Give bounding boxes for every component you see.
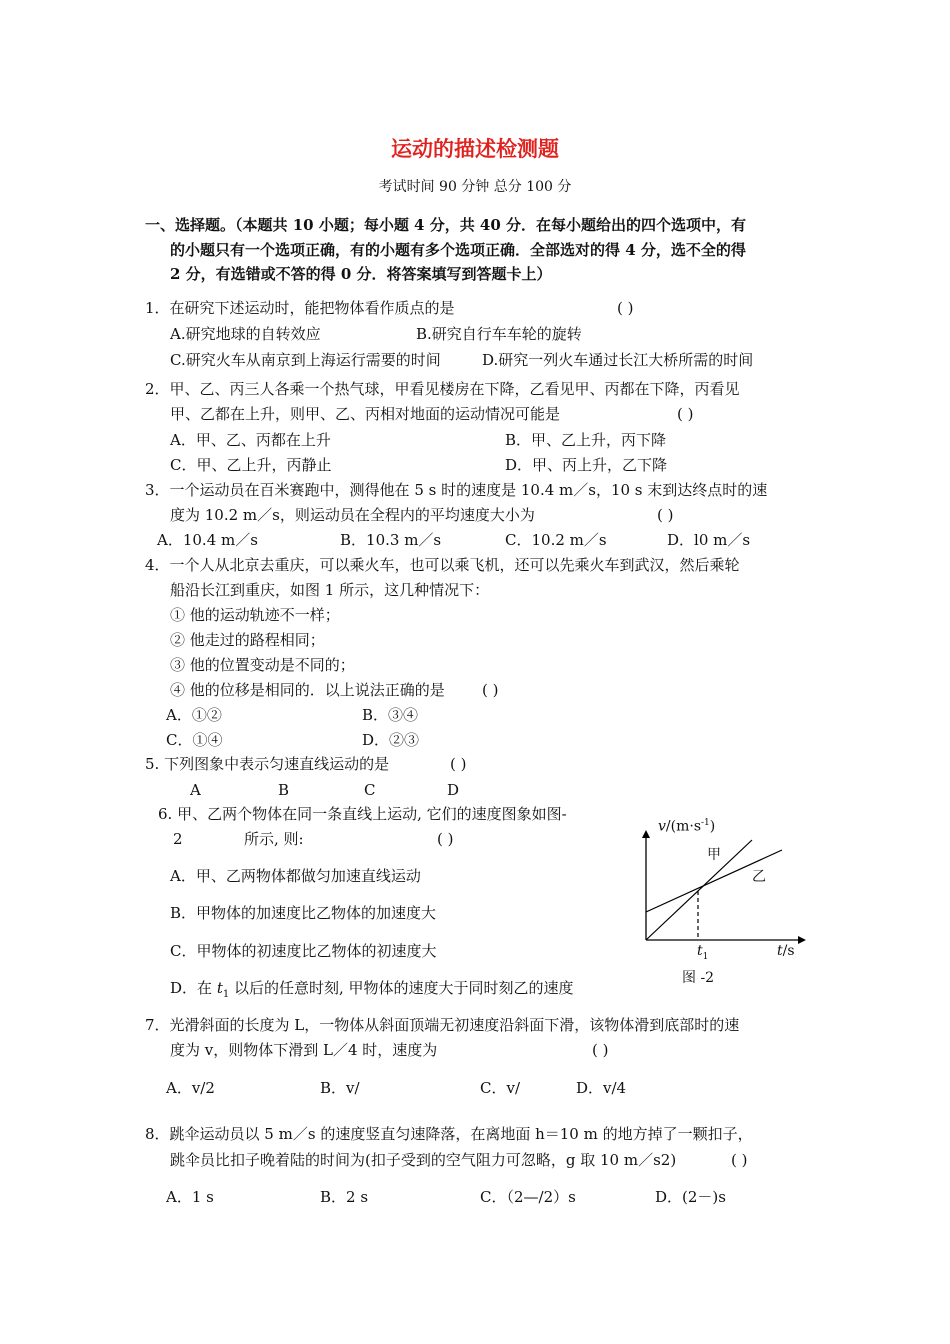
- section-header-line-1: 一、选择题。（本题共 10 小题；每小题 4 分，共 40 分．在每小题给出的四个选项中，有: [145, 216, 747, 234]
- q2-option-c: C．甲、乙上升，丙静止: [170, 456, 332, 474]
- q6-line-2-text: 所示, 则:: [244, 830, 304, 848]
- q6-answer-paren: ( ): [437, 830, 454, 848]
- label-t1-t: t: [697, 943, 703, 959]
- q6-line-1: 6. 甲、乙两个物体在同一条直线上运动, 它们的速度图象如图-: [158, 805, 567, 823]
- q7-line-2: 度为 v，则物体下滑到 L／4 时，速度为: [170, 1041, 438, 1059]
- q5-option-d: D: [447, 781, 460, 799]
- q4-statement-3: ③ 他的位置变动是不同的；: [170, 656, 355, 674]
- q7-option-a: A．v/2: [166, 1079, 215, 1097]
- q4-option-c: C．①④: [166, 731, 223, 749]
- q3-option-d: D．l0 m／s: [667, 531, 751, 549]
- x-axis-label: [777, 943, 795, 959]
- y-axis-arrow: [642, 830, 650, 838]
- q3-option-c: C．10.2 m／s: [505, 531, 607, 549]
- y-axis-label-unit: /(m·s: [665, 818, 702, 835]
- q4-statement-2: ② 他走过的路程相同；: [170, 631, 325, 649]
- q8-option-b: B．2 s: [320, 1188, 369, 1206]
- q6-option-d-prefix: D．在: [170, 979, 213, 997]
- q1-answer-paren: ( ): [617, 299, 634, 317]
- section-header-line-3: 2 分，有选错或不答的得 0 分．将答案填写到答题卡上）: [170, 265, 552, 283]
- y-axis-label-v: v: [658, 818, 666, 835]
- q7-option-c: C．v/: [480, 1079, 521, 1097]
- q2-answer-paren: ( ): [677, 405, 694, 423]
- q2-option-b: B．甲、乙上升，丙下降: [505, 431, 667, 449]
- q5-stem: 5. 下列图象中表示匀速直线运动的是: [145, 755, 390, 773]
- q1-option-c: C.研究火车从南京到上海运行需要的时间: [170, 351, 441, 369]
- q8-option-a: A．1 s: [166, 1188, 214, 1206]
- page-title: 运动的描述检测题: [391, 136, 559, 161]
- q7-answer-paren: ( ): [592, 1041, 609, 1059]
- q5-option-c: C: [364, 781, 376, 799]
- q6-option-c: C．甲物体的初速度比乙物体的初速度大: [170, 942, 437, 960]
- q6-option-b: B．甲物体的加速度比乙物体的加速度大: [170, 904, 437, 922]
- q8-answer-paren: ( ): [731, 1151, 748, 1169]
- q4-answer-paren: ( ): [482, 681, 499, 699]
- y-axis-label: [658, 818, 715, 835]
- q5-answer-paren: ( ): [450, 755, 467, 773]
- q6-option-d: [170, 978, 574, 1005]
- q7-option-d: D．v/4: [576, 1079, 627, 1097]
- q5-option-a: A: [190, 781, 201, 799]
- q4-line-1: 4．一个人从北京去重庆，可以乘火车，也可以乘飞机，还可以先乘火车到武汉，然后乘轮: [145, 556, 740, 574]
- line-jia: [646, 840, 752, 940]
- x-axis-label-unit: /s: [782, 943, 795, 959]
- q4-statement-4: ④ 他的位移是相同的．以上说法正确的是: [170, 681, 445, 699]
- label-yi: 乙: [752, 869, 766, 885]
- q1-option-a: A.研究地球的自转效应: [170, 325, 321, 343]
- q2-option-d: D．甲、丙上升，乙下降: [505, 456, 668, 474]
- x-axis-arrow: [798, 936, 806, 944]
- q3-answer-paren: ( ): [657, 506, 674, 524]
- q4-option-a: A．①②: [166, 706, 222, 724]
- section-header-line-2: 的小题只有一个选项正确，有的小题有多个选项正确．全部选对的得 4 分，选不全的得: [170, 241, 746, 259]
- q3-line-1: 3．一个运动员在百米赛跑中，测得他在 5 s 时的速度是 10.4 m／s，10 s 末到达终点时的速: [145, 481, 768, 499]
- q3-option-b: B．10.3 m／s: [340, 531, 442, 549]
- x-axis-label-t: t: [777, 943, 783, 959]
- q4-statement-1: ① 他的运动轨迹不一样；: [170, 606, 340, 624]
- q6-line-2-number: 2: [173, 830, 183, 848]
- label-t1-sub: 1: [702, 951, 709, 962]
- q4-option-d: D．②③: [362, 731, 420, 749]
- q1-stem: 1．在研究下述运动时，能把物体看作质点的是: [145, 299, 455, 317]
- q8-option-c: C．（2—/2）s: [480, 1188, 576, 1206]
- q4-line-2: 船沿长江到重庆，如图 1 所示，这几种情况下：: [170, 581, 490, 599]
- q2-line-2: 甲、乙都在上升，则甲、乙、丙相对地面的运动情况可能是: [170, 405, 561, 423]
- q5-option-b: B: [278, 781, 290, 799]
- y-axis-label-close: ): [709, 818, 716, 835]
- q2-line-1: 2．甲、乙、丙三人各乘一个热气球，甲看见楼房在下降，乙看见甲、丙都在下降，丙看见: [145, 380, 740, 398]
- q3-line-2: 度为 10.2 m／s，则运动员在全程内的平均速度大小为: [170, 506, 535, 524]
- q8-line-1: 8．跳伞运动员以 5 m／s 的速度竖直匀速降落，在离地面 h＝10 m 的地方掉了一颗扣子，: [145, 1125, 753, 1143]
- label-t1: [697, 943, 708, 962]
- q8-option-d: D．(2－)s: [655, 1188, 726, 1206]
- q6-option-d-suffix: 以后的任意时刻, 甲物体的速度大于同时刻乙的速度: [234, 979, 574, 997]
- figure-caption: 图 -2: [682, 970, 715, 986]
- y-axis-label-exp: -1: [701, 818, 710, 828]
- label-jia: 甲: [707, 847, 721, 863]
- q1-option-d: D.研究一列火车通过长江大桥所需的时间: [482, 351, 754, 369]
- q4-option-b: B．③④: [362, 706, 419, 724]
- q6-option-d-sub: 1: [222, 989, 230, 1000]
- vt-graph-svg: [640, 812, 810, 992]
- q6-option-a: A．甲、乙两物体都做匀加速直线运动: [170, 867, 421, 885]
- q2-option-a: A．甲、乙、丙都在上升: [170, 431, 331, 449]
- q1-option-b: B.研究自行车车轮的旋转: [416, 325, 582, 343]
- exam-info: 考试时间 90 分钟 总分 100 分: [378, 179, 572, 195]
- q3-option-a: A．10.4 m／s: [157, 531, 258, 549]
- q6-option-d-t: t: [216, 979, 223, 997]
- velocity-time-graph: [640, 812, 810, 992]
- q8-line-2: 跳伞员比扣子晚着陆的时间为(扣子受到的空气阻力可忽略，g 取 10 m／s2): [170, 1151, 677, 1169]
- q7-line-1: 7．光滑斜面的长度为 L，一物体从斜面顶端无初速度沿斜面下滑，该物体滑到底部时的速: [145, 1016, 740, 1034]
- q7-option-b: B．v/: [320, 1079, 360, 1097]
